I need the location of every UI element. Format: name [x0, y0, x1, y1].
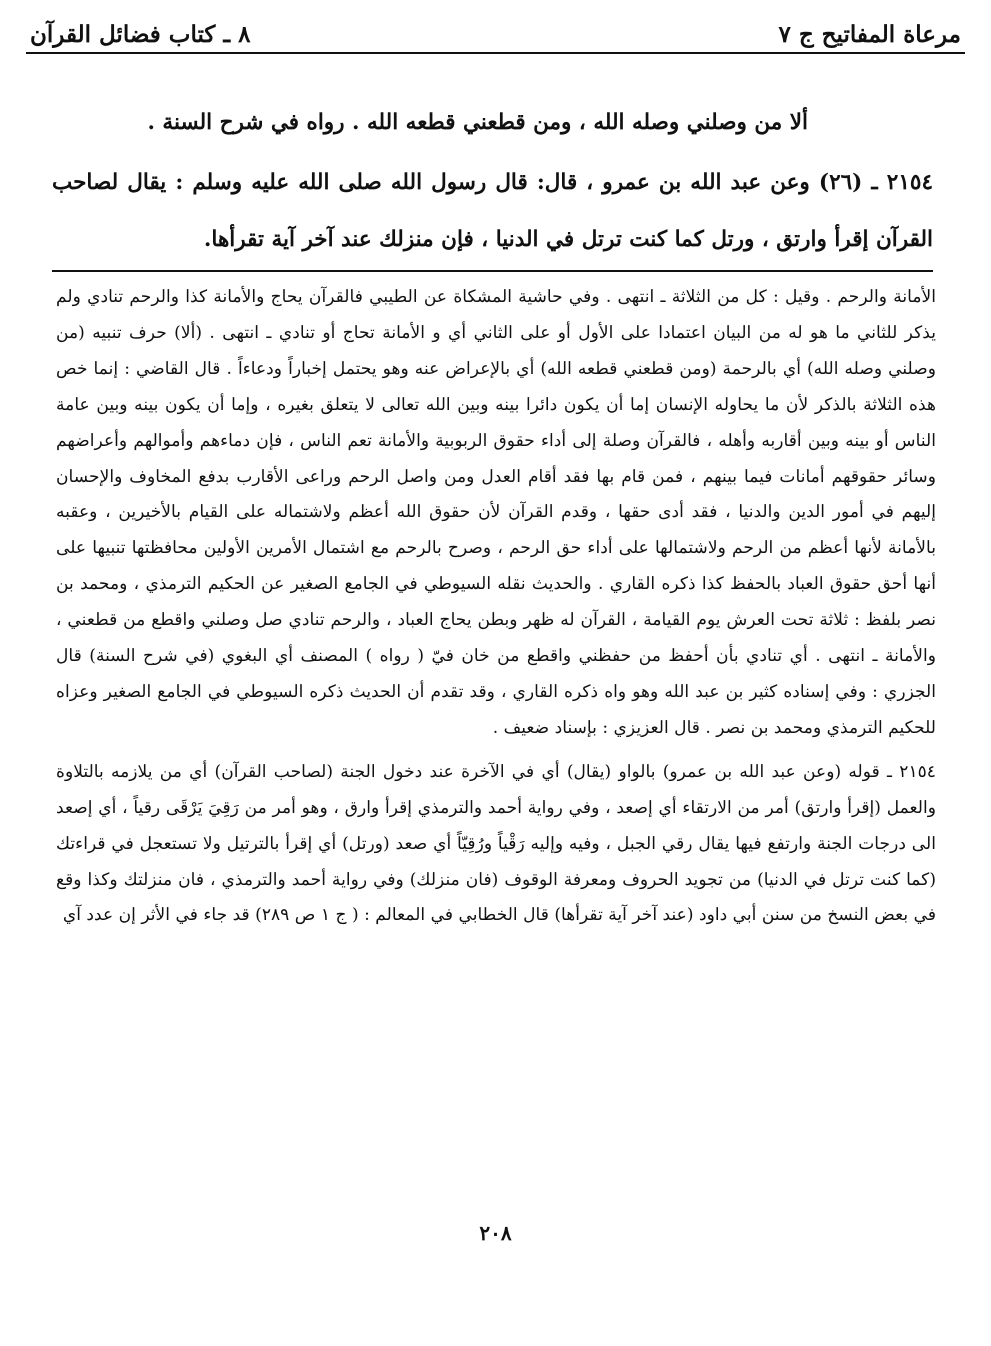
commentary-paragraph: ٢١٥٤ ـ قوله (وعن عبد الله بن عمرو) بالواو (يقال) أي في الآخرة عند دخول الجنة (لصاحب القرآن) أي من يلازمه بالتلاوة والعمل (إقرأ وارتق) أمر من الارتقاء أي إصعد ، وفي رواية أحمد والترمذي إقرأ وارق ، وهو أمر من رَقِيَ يَرْقَى رقياً ، أي إصعد الى درجات الجنة وارتفع فيها يقال رقي الجبل ، وفيه وإليه رَقْياً ورُقِيّاً أي صعد (ورتل) أي إقرأ بالترتيل ولا تستعجل في قراءتك (كما كنت ترتل في الدنيا) من تجويد الحروف ومعرفة الوقوف (فان منزلك) وفي رواية أحمد والترمذي ، فان منزلتك وكذا وقع في بعض النسخ من سنن أبي داود (عند آخر آية تقرأها) قال الخطابي في المعالم : ( ج ١ ص ٢٨٩) قد جاء في الأثر إن عدد آي — [56, 761, 936, 926]
header-book-title: مرعاة المفاتيح ج ٧ — [778, 21, 961, 48]
hadith-2154: ٢١٥٤ ـ (٢٦) وعن عبد الله بن عمرو ، قال: قال رسول الله صلى الله عليه وسلم : يقال لصاحب القرآن إقرأ وارتق ، ورتل كما كنت ترتل في الدنيا ، فإن منزلك عند آخر آية تقرأها. — [52, 170, 933, 252]
header-divider — [26, 52, 965, 54]
commentary-divider — [52, 270, 933, 272]
hadith-text — [52, 95, 933, 268]
commentary-paragraph: الأمانة والرحم . وقيل : كل من الثلاثة ـ انتهى . وفي حاشية المشكاة عن الطيبي فالقرآن يحاج والأمانة كذا والرحم تنادي ولم يذكر للثاني ما هو له من البيان اعتمادا على الأول أو على الثاني أي و الأمانة تحاج أو تنادي ـ انتهى . (ألا) حرف تنبيه (من وصلني وصله الله) أي بالرحمة (ومن قطعني قطعه الله) أي بالإعراض عنه وهو يحتمل إخباراً ودعاءاً . قال القاضي : إنما خص هذه الثلاثة بالذكر لأن ما يحاوله الإنسان إما أن يكون دائرا بينه وبين الله تعالى لا يتعلق بغيره ، وإما أن يكون بينه وبين عامة الناس أو بينه وبين أقاربه وأهله ، فالقرآن وصلة إلى أداء حقوق الربوبية والأمانة تعم الناس ، فإن دماءهم وأموالهم وأعراضهم وسائر حقوقهم أمانات فيما بينهم ، فمن قام بها فقد أقام العدل ومن واصل الرحم وراعى الأقارب بدفع المخاوف والإحسان إليهم في أمور الدين والدنيا ، فقد أدى حقها ، وقدم القرآن لأن حقوق الله أعظم ولاشتماله على القيام بالأخيرين ، وعقبه بالأمانة لأنها أعظم من الرحم ولاشتمالها على أداء حق الرحم ، وصرح بالرحم مع اشتمال الأمرين الأولين محافظتها تنبيها على أنها أحق حقوق العباد بالحفظ كذا ذكره القاري . والحديث نقله السيوطي في الجامع الصغير عن الحكيم الترمذي ، ومحمد بن نصر بلفظ : ثلاثة تحت العرش يوم القيامة ، القرآن له ظهر وبطن يحاج العباد ، والرحم تنادي صل وصلني واقطع من قطعني ، والأمانة ـ انتهى . أي تنادي بأن أحفظ من حفظني واقطع من خان فيّ ( رواه ) المصنف أي البغوي (في شرح السنة) قال الجزري : وفي إسناده كثير بن عبد الله وهو واه ذكره القاري ، وقد تقدم أن الحديث ذكره السيوطي في الجامع الصغير وعزاه للحكيم الترمذي ومحمد بن نصر . قال العزيزي : بإسناد ضعيف . — [56, 287, 936, 738]
page-header — [30, 8, 961, 48]
commentary-text — [56, 280, 936, 934]
hadith-continuation: ألا من وصلني وصله الله ، ومن قطعني قطعه الله . رواه في شرح السنة . — [147, 110, 808, 135]
header-chapter-title: ٨ ـ كتاب فضائل القرآن — [30, 21, 251, 48]
page-number: ٢٠٨ — [479, 1221, 512, 1245]
